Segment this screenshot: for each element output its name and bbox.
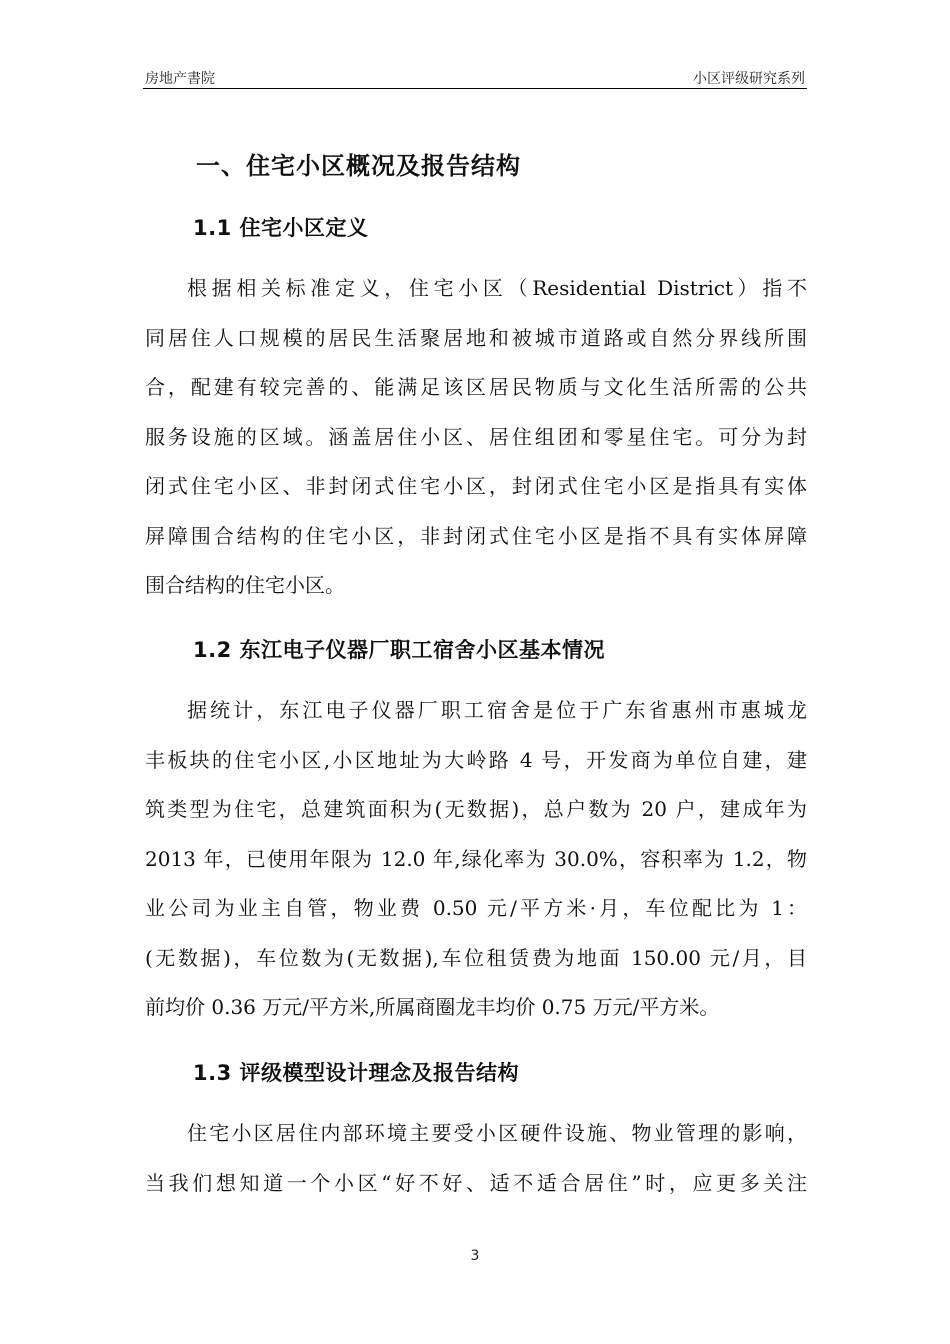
section-heading-1-3: 1.3 评级模型设计理念及报告结构 [193,1061,520,1085]
body-line: 筑类型为住宅，总建筑面积为(无数据)，总户数为 20 户，建成年为 [145,797,807,821]
body-line: 2013 年，已使用年限为 12.0 年,绿化率为 30.0%，容积率为 1.2，物 [145,846,807,871]
body-line: 服务设施的区域。涵盖居住小区、居住组团和零星住宅。可分为封 [145,424,807,449]
body-line: 同居住人口规模的居民生活聚居地和被城市道路或自然分界线所围 [145,325,807,350]
body-line: 闭式住宅小区、非封闭式住宅小区，封闭式住宅小区是指具有实体 [145,474,807,498]
body-line: 合，配建有较完善的、能满足该区居民物质与文化生活所需的公共 [145,375,807,399]
body-line: (无数据)，车位数为(无数据),车位租赁费为地面 150.00 元/月，目 [145,945,807,970]
body-line: 丰板块的住宅小区,小区地址为大岭路 4 号，开发商为单位自建，建 [145,747,807,772]
section-heading-1-2: 1.2 东江电子仪器厂职工宿舍小区基本情况 [193,638,606,662]
section-body-1-3 [145,1109,807,1208]
header-left-text: 房地产書院 [145,71,215,87]
header-right-text: 小区评级研究系列 [693,71,805,87]
body-line: 根据相关标准定义，住宅小区（Residential District）指不 [187,276,807,300]
body-line: 住宅小区居住内部环境主要受小区硬件设施、物业管理的影响， [187,1121,807,1145]
body-line: 屏障围合结构的住宅小区，非封闭式住宅小区是指不具有实体屏障 [145,523,807,548]
section-heading-1-1: 1.1 住宅小区定义 [193,216,369,240]
body-line: 前均价 0.36 万元/平方米,所属商圈龙丰均价 0.75 万元/平方米。 [145,995,720,1019]
section-body-1-1 [145,264,807,611]
header-divider [143,88,807,89]
page-number: 3 [470,1248,480,1264]
body-line: 当我们想知道一个小区“好不好、适不适合居住”时，应更多关注 [145,1170,807,1195]
body-line: 业公司为业主自管，物业费 0.50 元/平方米·月，车位配比为 1： [145,896,807,920]
body-line: 围合结构的住宅小区。 [145,573,345,597]
body-line: 据统计，东江电子仪器厂职工宿舍是位于广东省惠州市惠城龙 [187,698,807,722]
section-body-1-2 [145,686,807,1033]
chapter-title: 一、住宅小区概况及报告结构 [196,152,521,180]
